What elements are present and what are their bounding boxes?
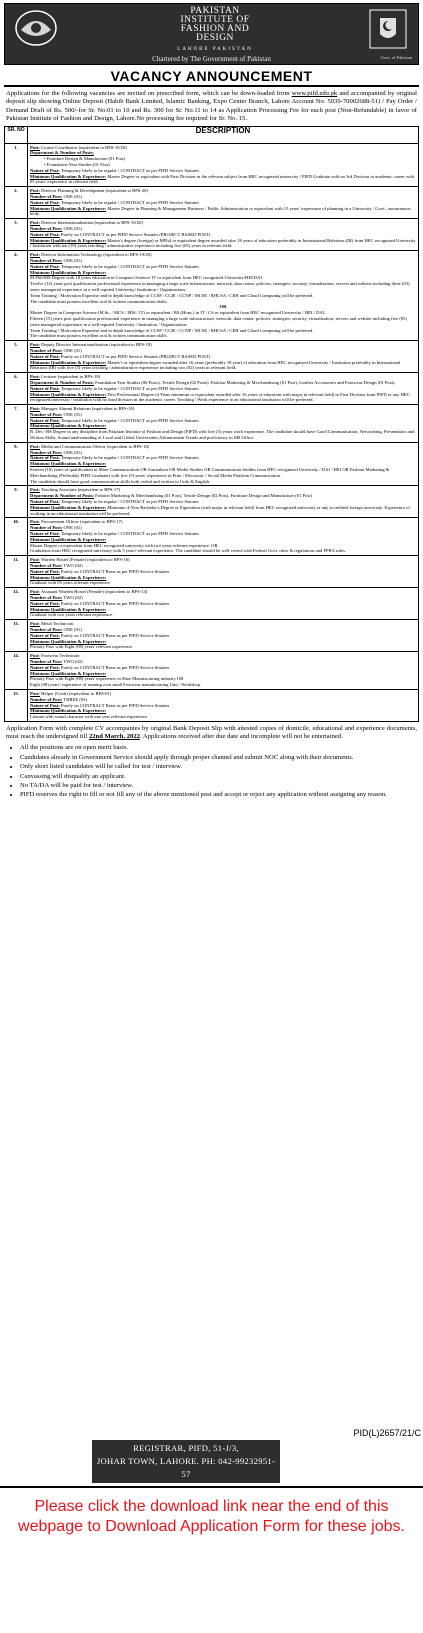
description-line: Number of Post: ONE (01): [30, 449, 82, 455]
description-line: The candidate must possess excellent oral & written communication skills.: [30, 333, 168, 339]
description-line: Primary Pass with Eight (08) years' relevant experience.: [30, 644, 134, 650]
website-link[interactable]: www.pifd.edu.pk: [291, 90, 338, 97]
description-line: Minimum Qualification & Experience: Master's degree (foreign) or MPhil or equivalent degree awarded after 18 years of education preferably in International Relations (IR) from HEC recognized University / Institution with ten (10) years teaching / administrative experience including five (05) years in relevant field.: [30, 237, 416, 249]
description-line: Minimum Qualification & Experience: Minimum 4-Year Bachelor's Degree or Equivalent (with major in relevant field) from HEC recognized university or any accredited foreign university. Experience of working in an educational institution will be preferred.: [30, 504, 410, 516]
serial-number: 1.: [5, 143, 28, 187]
job-description: [28, 486, 419, 518]
description-line: B. Des / BS Degree in any discipline from Pakistan Institute of Fashion and Design (PIFD) with five (5) years work experience. The candidate should have Good Communication, Networking, Presentation and Written Skills, Sound understanding of Local and Global Universities Advancement Trends and proficiency in MS Office.: [30, 429, 415, 441]
description-line: Post: Procurement Officer (equivalent to BPS-17): [30, 519, 123, 525]
description-line: Nature of Post: Temporary likely to be regular / CONTRACT as per PIFD Service Statutes: [30, 455, 199, 461]
description-line: Post: Director Planning & Development (equivalent to BPS-20): [30, 188, 149, 194]
table-row: [5, 588, 419, 620]
institute-title: PAKISTAN INSTITUTE OF FASHION AND DESIGN LAHORE PAKISTAN: [177, 6, 253, 52]
serial-number: 15.: [5, 689, 28, 721]
job-description: [28, 143, 419, 187]
vacancy-table: [4, 126, 419, 722]
description-line: • Foundation Year Studies (01 Post): [44, 162, 110, 168]
job-description: [28, 518, 419, 556]
description-line: Nature of Post: Purely on CONTRACT as per PIFD Service Statutes (PROJECT BASED POST): [30, 353, 211, 359]
description-line: Nature of Post: Purely on CONTRACT Basis as per PIFD Service Statutes: [30, 702, 170, 708]
description-line: Number of Post: ONE (01): [30, 626, 82, 632]
serial-number: 11.: [5, 556, 28, 588]
serial-number: 5.: [5, 341, 28, 373]
condition-item: • Canvassing will disqualify an applicant.: [20, 773, 419, 781]
table-row: [5, 373, 419, 405]
description-line: Minimum Qualification & Experience:: [30, 574, 107, 580]
table-row: [5, 620, 419, 652]
page-title: VACANCY ANNOUNCEMENT: [4, 68, 419, 87]
description-line: Master Degree or equivalent from HEC recognized university with two years relevant experience. OR: [30, 542, 218, 548]
table-row: [5, 341, 419, 373]
serial-number: 12.: [5, 588, 28, 620]
description-line: Minimum Qualification & Experience:: [30, 423, 107, 429]
conditions-list: [4, 744, 419, 799]
description-line: Minimum Qualification & Experience: First Professional Degree (4 Years minimum or equivalent awarded after 16 years of education with major in relevant field) in First Division from PIFD or any HEC recognized university / institution with no third division in the academic career. Teaching / Work experience in an educational institution will be preferred.: [30, 391, 410, 403]
description-line: Post: Lecturer (equivalent to BPS-18): [30, 374, 101, 380]
column-header-sr: SR. NO: [5, 126, 28, 143]
description-line: Post: Warden Hostel (Female) (equivalent to BPS-16): [30, 557, 130, 563]
job-description: [28, 620, 419, 652]
description-line: Nature of Post: Temporary likely to be regular / CONTRACT as per PIFD Service Statutes: [30, 167, 199, 173]
description-line: Nature of Post: Purely on CONTRACT Basis as per PIFD Service Statutes: [30, 664, 170, 670]
description-line: Post: Assistant Warden Hostel (Female) (equivalent to BPS-14): [30, 589, 148, 595]
description-line: Department & Number of Posts: Foundation Year Studies (06 Posts), Textile Design (02 Posts), Fashion Marketing & Merchandising (01 Post), Leather Accessories and Footwear Design (01 Post).: [30, 379, 396, 385]
description-line: Number of Post: TWO (02): [30, 658, 83, 664]
description-line: Nature of Post: Temporary likely to be regular / CONTRACT as per PIFD Service Statutes: [30, 199, 199, 205]
serial-number: 13.: [5, 620, 28, 652]
job-description: [28, 556, 419, 588]
description-line: Fifteen (15) years post qualification professional experience in managing a large scale infrastructure, network, data center, policies, strategies, security, virtualization, servers and website including five (05) years managerial experience in a well reputed University / Institution / Organizations.: [30, 315, 408, 327]
description-line: The candidate should have good communication skills both verbal and written in Urdu & English.: [30, 478, 211, 484]
description-line: Nature of Post: Temporary likely to be regular / CONTRACT as per PIFD Service Statutes: [30, 499, 199, 505]
description-line: • Furniture Design & Manufacture (01 Post): [44, 156, 126, 162]
description-line: Minimum Qualification & Experience: Master's or equivalent degree awarded after 16 years (preferably 18 year) of education from HEC recognized University / Institution preferably in International Relations (IR) with five (5) years teaching / administrative experience including two (02) years in relevant field.: [30, 359, 401, 371]
description-line: Post: Director Information Technology (equivalent to BPS-19/20): [30, 252, 152, 258]
condition-item: • All the positions are on open merit basis.: [20, 744, 419, 752]
description-line: Nature of Post: Purely on CONTRACT Basis as per PIFD Service Statutes: [30, 568, 170, 574]
table-row: [5, 219, 419, 251]
table-row: [5, 556, 419, 588]
deadline: 22nd March, 2022: [88, 733, 140, 741]
description-line: Number of Post: ONE (01): [30, 411, 82, 417]
condition-item: • Candidates already in Government Service should apply through proper channel and submit NOC along with their documents.: [20, 754, 419, 762]
description-line: Number of Post: ONE (01): [30, 257, 82, 263]
job-description: [28, 341, 419, 373]
description-line: Team Training / Motivation Expertise and in depth knowledge of CCSP / CCIE / CCNP / MCSE / RHCSA / CEH and Cloud Computing will be preferred.: [30, 292, 314, 298]
job-description: [28, 442, 419, 486]
description-line: Primary Pass with Eight (08) years' experience in Shoe Manufacturing industry OR: [30, 676, 184, 682]
condition-item: • PIFD reserves the right to fill or not fill any of the above mentioned post and accept or reject any application without assigning any reason.: [20, 791, 419, 799]
description-line: Minimum Qualification & Experience:: [30, 269, 107, 275]
registrar-address: REGISTRAR, PIFD, 51-J/3, JOHAR TOWN, LAHORE. PH: 042-99232951-57: [92, 1440, 280, 1483]
description-line: Post: Metal Technician: [30, 621, 73, 627]
serial-number: 6.: [5, 373, 28, 405]
description-line: Minimum Qualification & Experience:: [30, 461, 107, 467]
description-line: The candidate must possess excellent oral & written communication skills.: [30, 298, 168, 304]
description-line: Twelve (12) years post qualification professional experience in managing a large scale infrastructure, network, data center, policies, strategies, security, virtualization, servers and website including three (03) years managerial experience in a well reputed University/ Institution / Organizations.: [30, 281, 410, 292]
job-description: [28, 588, 419, 620]
table-row: [5, 518, 419, 556]
serial-number: 2.: [5, 187, 28, 219]
description-line: Post: Manager Alumni Relations (equivalent to BPS-18): [30, 406, 135, 412]
description-line: Nature of Post: Purely on CONTRACT Basis as per PIFD Service Statutes: [30, 600, 170, 606]
description-line: Graduation from HEC recognized university with 5 years' relevant experience. The candidate should be well versed with Federal Govt. rules & regulations and PPRA rules.: [30, 548, 346, 554]
description-line: Minimum Qualification & Experience: Master Degree or equivalent with First Division in the relevant subject from HEC recognized university / PIFD Graduate with no 3rd Division in academic career with 05 years' experience in relevant field.: [30, 173, 415, 185]
job-description: [28, 373, 419, 405]
description-line: Nature of Post: Temporary likely to be regular / CONTRACT as per PIFD Service Statutes: [30, 531, 199, 537]
intro-paragraph: Applications for the following vacancies are invited on prescribed form, which can be down-loaded from www.pifd.edu.pk and accompanied by original deposit slip showing Online Deposit (Habib Bank Limited, Islamic Banking, Expo Center Branch, Lahore Account No. 5039-70002688-51) / Pay Order / Demand Draft of Rs. 500/-for Sr. No.01 to 10 and Rs. 300 for Sr. No.11 to 14 as Application Processing Fee for each post (Non-Refundable) in favor of Pakistan Institute of Fashion and Design, Lahore.No processing fee required for Sr. No. 15.: [6, 90, 418, 123]
serial-number: 8.: [5, 442, 28, 486]
description-line: Minimum Qualification & Experience:: [30, 638, 107, 644]
serial-number: 10.: [5, 518, 28, 556]
table-row: [5, 486, 419, 518]
description-line: Post: Media and Communication Officer (equivalent to BPS-18): [30, 443, 150, 449]
serial-number: 14.: [5, 652, 28, 690]
description-line: Post: Director Internationalization (equivalent to BPS-19/20): [30, 220, 143, 226]
description-line: Department & Number of Posts: Fashion Marketing & Merchandising (01 Post), Textile Design (02 Post), Furniture Design and Manufacture (01 Post): [30, 493, 312, 499]
job-description: [28, 405, 419, 443]
table-row: [5, 143, 419, 187]
description-line: M.Phil/MS Degree with 18 years education in Computer Science/ IT or equivalent from HEC recognized University/HEI/DAI.: [30, 275, 264, 281]
job-description: [28, 251, 419, 341]
description-line: Post: Helper (Cook) (equivalent to BPS-01): [30, 690, 112, 696]
description-line: Number of Post: ONE (01): [30, 347, 82, 353]
description-line: Sixteen (16) years of qualification in Mass Communication OR Journalism OR Media Studies OR Communication Studies from HEC recognized University / DAI / HEI OR Fashion Marketing & Merchandising (Preferably PIFD Graduate) with five (5) years' experience in Print / Electronic / Social Media Platform Communication.: [30, 467, 390, 478]
description-line: Graduate with 05 years relevant experience.: [30, 580, 111, 586]
description-line: Number of Post: ONE (01): [30, 525, 82, 531]
table-row: [5, 251, 419, 341]
chartered-line: Chartered by The Government of Pakistan: [152, 55, 271, 63]
description-line: Nature of Post: Temporary likely to be regular / CONTRACT as per PIFD Service Statutes: [30, 385, 199, 391]
download-notice[interactable]: Please click the download link near the end of this webpage to Download Application Form for these jobs.: [18, 1498, 405, 1535]
serial-number: 3.: [5, 219, 28, 251]
description-line: Post: Footwear Technician: [30, 653, 80, 659]
job-description: [28, 187, 419, 219]
description-line: Minimum Qualification & Experience: Master Degree in Planning & Management Business / Public Administration or equivalent with 15 years' experience of planning in a University / Govt./ autonomous body.: [30, 205, 411, 217]
description-line: Nature of Post: Temporary likely to be regular / CONTRACT as per PIFD Service Statutes: [30, 417, 199, 423]
description-line: Minimum Qualification & Experience:: [30, 536, 107, 542]
job-description: [28, 652, 419, 690]
condition-item: • Only short listed candidates will be called for test / interview.: [20, 763, 419, 771]
description-line: Department & Number of Posts:: [30, 150, 94, 156]
table-row: [5, 652, 419, 690]
description-line: Minimum Qualification & Experience:: [30, 670, 107, 676]
description-line: Number of Post: ONE (01): [30, 194, 82, 199]
table-row: [5, 442, 419, 486]
divider: [0, 1486, 423, 1488]
serial-number: 7.: [5, 405, 28, 443]
job-description: [28, 689, 419, 721]
government-emblem-icon: [368, 8, 408, 54]
table-row: [5, 187, 419, 219]
description-line: Post: Course Coordinator (equivalent to BPS-19/20): [30, 144, 127, 150]
table-row: [5, 405, 419, 443]
description-line: OR: [219, 304, 227, 310]
description-line: Number of Post: TWO (02): [30, 563, 83, 569]
table-row: [5, 689, 419, 721]
serial-number: 4.: [5, 251, 28, 341]
description-line: Master Degree in Computer Science (M.Sc. / MCS / MIS / IT) or equivalent / BS (Hons.) in IT / CS or equivalent from HEC recognized University / HEI / DAI.: [30, 310, 326, 316]
description-line: Graduate with two years relevant experience.: [30, 612, 114, 618]
ad-code: PID(L)2657/21/C: [353, 1428, 421, 1438]
header-banner: [4, 3, 419, 65]
description-line: Team Training / Motivation Expertise and in depth knowledge of CCSP / CCIE / CCNP / MCSE / RHCSA / CEH and Cloud Computing will be preferred.: [30, 327, 314, 333]
description-line: Nature of Post: Purely on CONTRACT as per PIFD Service Statutes (PROJECT BASED POST): [30, 231, 211, 237]
advertisement: [4, 3, 419, 800]
description-line: Nature of Post: Purely on CONTRACT Basis as per PIFD Service Statutes: [30, 632, 170, 638]
pifd-logo-icon: [11, 8, 61, 50]
description-line: Eight (08) years' experience of running own small Footwear manufacturing Unit / Workshop.: [30, 682, 202, 688]
description-line: Post: Deputy Director Internationalization (equivalent to BPS-18): [30, 342, 152, 348]
job-description: [28, 219, 419, 251]
closing-paragraph: Application Form with complete CV accompanies by original Bank Deposit Slip with attested copies of domicile, educational and experience documents, must reach the undersigned till 22nd March, 2022. Applications received after due date and incomplete will not be entertained.: [6, 724, 417, 741]
condition-item: • No TA/DA will be paid for test / interview.: [20, 782, 419, 790]
description-line: Number of Post: THREE (03): [30, 696, 87, 702]
description-line: Post: Teaching Associate (equivalent to BPS-17): [30, 487, 121, 493]
description-line: Number of Post: ONE (01): [30, 225, 82, 231]
description-line: Minimum Qualification & Experience:: [30, 708, 107, 714]
description-line: Number of Post: TWO (02): [30, 595, 83, 600]
column-header-description: DESCRIPTION: [28, 126, 419, 143]
serial-number: 9.: [5, 486, 28, 518]
description-line: Nature of Post: Temporary likely to be regular / CONTRACT as per PIFD Service Statutes: [30, 263, 199, 269]
govt-caption: Govt. of Pakistan: [380, 55, 412, 60]
description-line: Literate with sound character with one year relevant experience.: [30, 714, 148, 720]
description-line: Minimum Qualification & Experience:: [30, 606, 107, 612]
